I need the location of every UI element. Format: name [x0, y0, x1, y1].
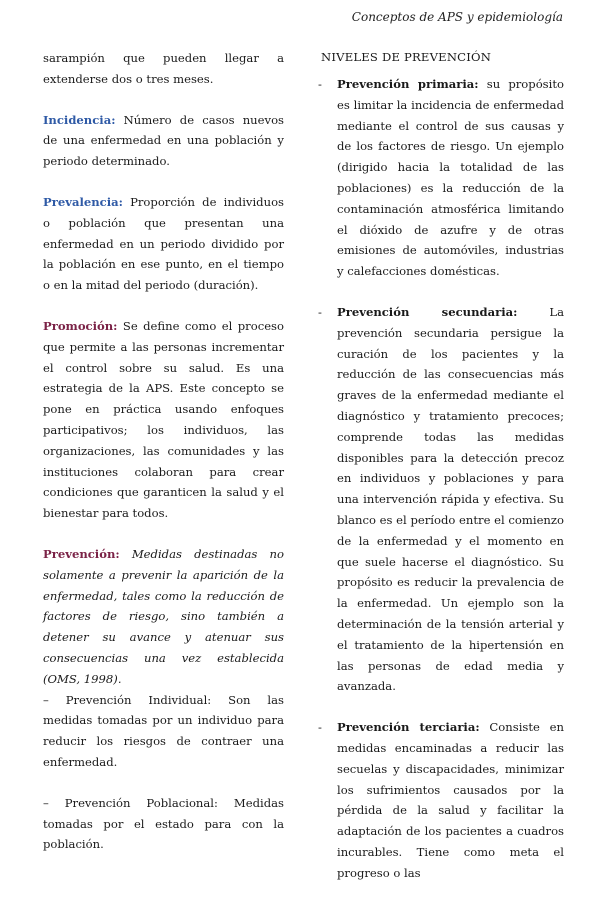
bullet-dash: - — [318, 720, 322, 735]
promocion-text: Se define como el proceso que permite a las personas incrementar el control sobre su salud. Es una estrategia de la APS. Este concepto se pone en práctica usando enfoques participativos; los individuos, las organizaciones, las comunidades y las instituciones colaboran para crear condiciones que garanticen la salud y el bienestar para todos. — [43, 318, 284, 521]
list-item-body: su propósito es limitar la incidencia de enfermedad mediante el control de sus causas y de los factores de riesgo. Un ejemplo (dirigido hacia la totalidad de las poblaciones) es la reducción de la contaminación atmosférica limitando el dióxido de azufre y de otras emisiones de automóviles, industrias y calefacciones domésticas. — [337, 77, 564, 279]
list-item-term: Prevención terciaria: — [337, 720, 480, 735]
page-header: Conceptos de APS y epidemiología — [351, 10, 563, 24]
prevalencia-text: Proporción de individuos o población que presentan una enfermedad en un periodo dividido por la población en ese punto, en el tiempo o en la mitad del periodo (duración). — [43, 194, 284, 293]
bullet-dash: - — [318, 77, 322, 91]
prevalencia-term: Prevalencia: — [43, 194, 123, 209]
prevencion-term: Prevención: — [43, 546, 120, 561]
list-item-body: Consiste en medidas encaminadas a reducir las secuelas y discapacidades, minimizar los sufrimientos causados por la pérdida de la salud y facilitar la adaptación de los pacientes a cuadros incurables. Tiene como meta el progreso o las — [337, 720, 564, 880]
list-item — [318, 302, 564, 697]
list-item-text — [337, 302, 564, 697]
promocion-paragraph — [43, 316, 284, 524]
intro-paragraph: sarampión que pueden llegar a extenderse dos o tres meses. — [43, 51, 284, 86]
prevencion-individual: – Prevención Individual: Son las medidas tomadas por un individuo para reducir los riesgos de contraer una enfermedad. — [43, 692, 284, 769]
prevencion-paragraph — [43, 544, 284, 690]
prevalencia-paragraph — [43, 192, 284, 296]
section-title: NIVELES DE PREVENCIÓN — [321, 50, 492, 64]
promocion-term: Promoción: — [43, 318, 118, 333]
list-item-text — [337, 74, 564, 282]
list-item-text — [337, 717, 564, 883]
incidencia-term: Incidencia: — [43, 112, 116, 127]
prevencion-poblacional: – Prevención Poblacional: Medidas tomadas por el estado para con la población. — [43, 795, 284, 852]
list-item-term: Prevención secundaria: — [337, 304, 518, 319]
prevencion-text: Medidas destinadas no solamente a prevenir la aparición de la enfermedad, tales como la reducción de factores de riesgo, sino también a detener su avance y atenuar sus consecuencias una vez establecida (OMS, 1998). — [43, 546, 284, 686]
incidencia-text: Número de casos nuevos de una enfermedad en una población y periodo determinado. — [43, 112, 284, 169]
bullet-dash: - — [318, 304, 322, 319]
list-item-term: Prevención primaria: — [337, 77, 479, 91]
list-item — [318, 74, 564, 282]
incidencia-paragraph — [43, 110, 284, 172]
right-column — [318, 48, 564, 903]
list-item — [318, 717, 564, 883]
left-column — [43, 48, 284, 855]
list-item-body: La prevención secundaria persigue la curación de los pacientes y la reducción de las consecuencias más graves de la enfermedad mediante el diagnóstico y tratamiento precoces; comprende todas las medidas disponibles para la detección precoz en individuos y poblaciones y para una intervención rápida y efectiva. Su blanco es el período entre el comienzo de la enfermedad y el momento en que suele hacerse el diagnóstico. Su propósito es reducir la prevalencia de la enfermedad. Un ejemplo son la determinación de la tensión arterial y el tratamiento de la hipertensión en las personas de edad media y avanzada. — [337, 304, 565, 694]
